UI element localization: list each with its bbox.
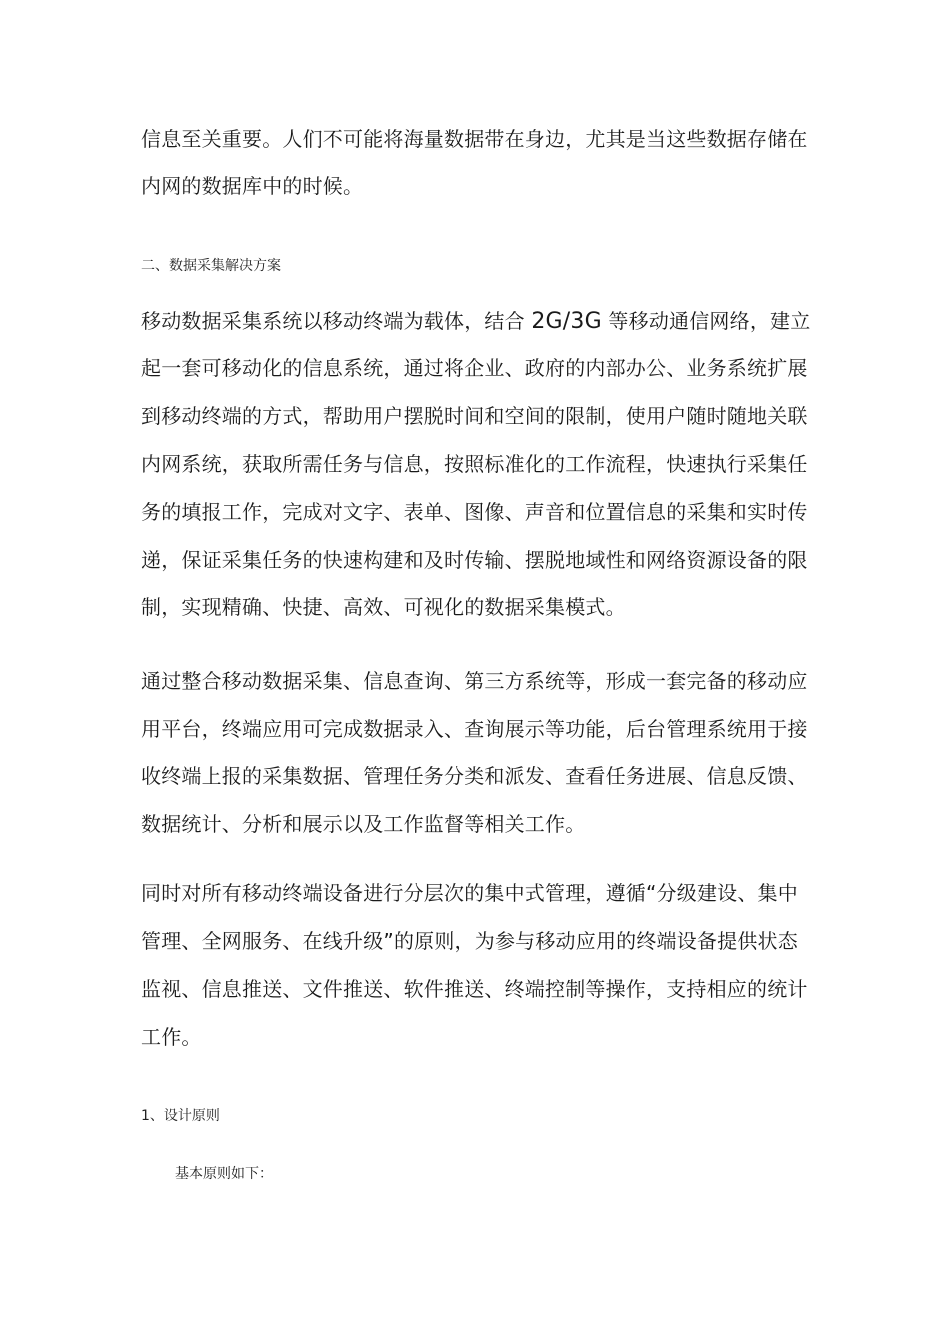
- section-heading: 二、数据采集解决方案: [141, 258, 281, 274]
- para1-line-1-post: 等移动通信网络，建立: [601, 309, 811, 333]
- para1-line-6: 递，保证采集任务的快速构建和及时传输、摆脱地域性和网络资源设备的限: [141, 548, 808, 572]
- principles-intro: 基本原则如下：: [175, 1166, 273, 1182]
- para1-line-5: 务的填报工作，完成对文字、表单、图像、声音和位置信息的采集和实时传: [141, 500, 808, 524]
- para1-line-2: 起一套可移动化的信息系统，通过将企业、政府的内部办公、业务系统扩展: [141, 356, 808, 380]
- para1-line-7: 制，实现精确、快捷、高效、可视化的数据采集模式。: [141, 595, 626, 619]
- para2-line-3: 收终端上报的采集数据、管理任务分类和派发、查看任务进展、信息反馈、: [141, 764, 808, 788]
- para3-line-2: 管理、全网服务、在线升级”的原则，为参与移动应用的终端设备提供状态: [141, 929, 798, 953]
- para3-line-1: 同时对所有移动终端设备进行分层次的集中式管理，遵循“分级建设、集中: [141, 881, 798, 905]
- intro-line-1: 信息至关重要。人们不可能将海量数据带在身边，尤其是当这些数据存储在: [141, 127, 808, 151]
- para1-line-1-pre: 移动数据采集系统以移动终端为载体，结合: [141, 309, 532, 333]
- para1-line-1-latin: 2G/3G: [531, 309, 602, 334]
- intro-line-2: 内网的数据库中的时候。: [141, 174, 364, 198]
- para2-line-2: 用平台，终端应用可完成数据录入、查询展示等功能，后台管理系统用于接: [141, 717, 808, 741]
- para3-line-4: 工作。: [141, 1025, 202, 1049]
- subsection-heading: 1、设计原则: [141, 1108, 220, 1124]
- para1-line-4: 内网系统，获取所需任务与信息，按照标准化的工作流程，快速执行采集任: [141, 452, 808, 476]
- para2-line-4: 数据统计、分析和展示以及工作监督等相关工作。: [141, 812, 586, 836]
- para3-line-3: 监视、信息推送、文件推送、软件推送、终端控制等操作，支持相应的统计: [141, 977, 808, 1001]
- para2-line-1: 通过整合移动数据采集、信息查询、第三方系统等，形成一套完备的移动应: [141, 669, 808, 693]
- para1-line-3: 到移动终端的方式，帮助用户摆脱时间和空间的限制，使用户随时随地关联: [141, 404, 808, 428]
- para1-line-1: [141, 307, 821, 336]
